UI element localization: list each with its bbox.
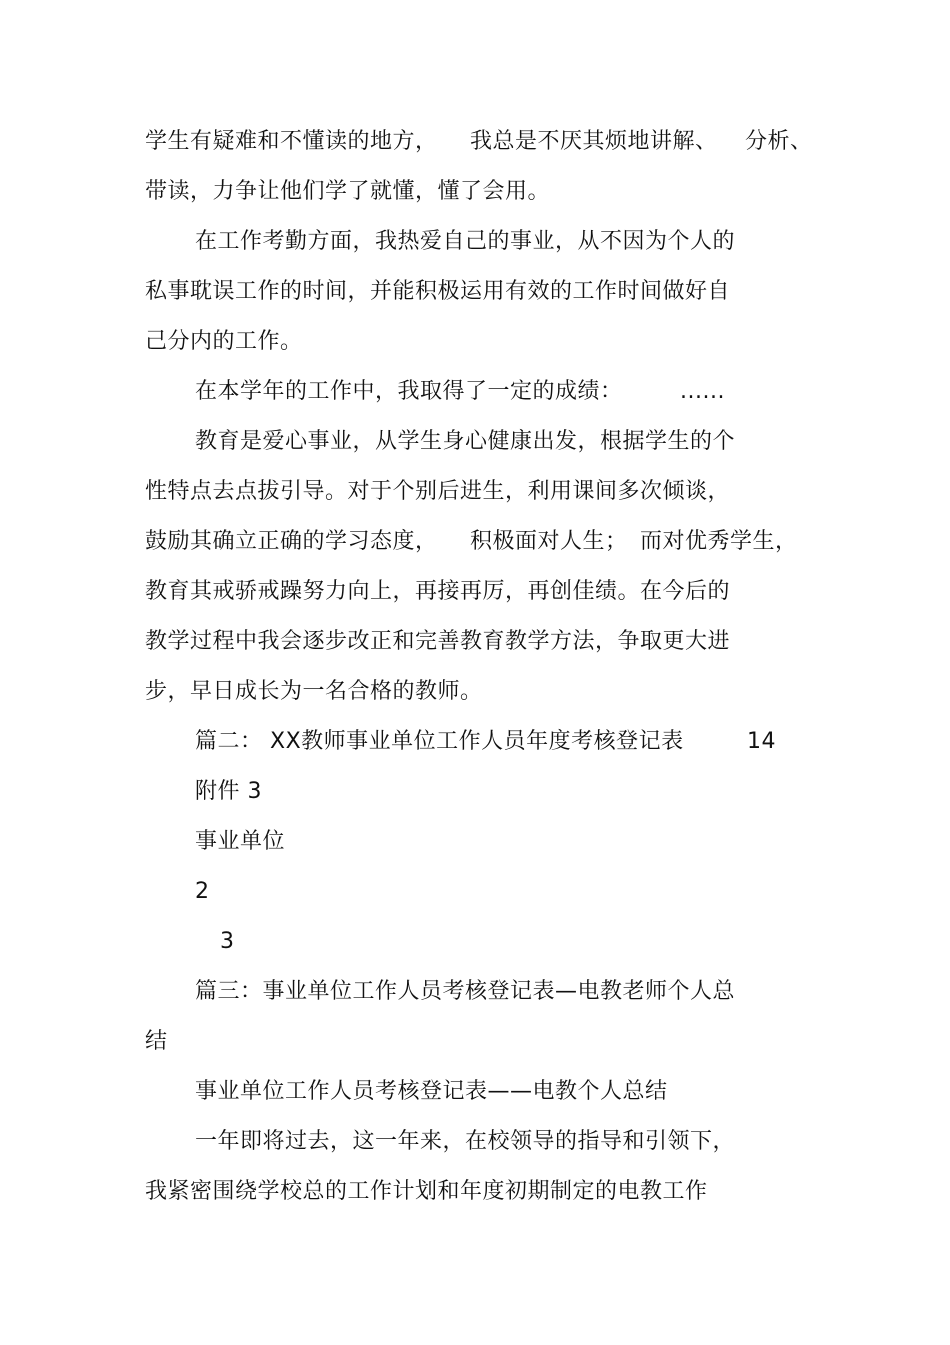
text-segment: 带读，力争让他们学了就懂，懂了会用。 <box>145 179 551 204</box>
text-segment: 我总是不厌其烦地讲解、 <box>470 129 718 154</box>
text-segment: 性特点去点拔引导。对于个别后进生，利用课间多次倾谈， <box>145 479 731 504</box>
text-segment: 我紧密围绕学校总的工作计划和年度初期制定的电教工作 <box>145 1179 708 1204</box>
text-segment: ...... <box>680 379 725 404</box>
text-segment: 2 <box>195 879 210 904</box>
text-segment: 结 <box>145 1029 168 1054</box>
text-segment: 一年即将过去，这一年来，在校领导的指导和引领下， <box>195 1129 736 1154</box>
text-segment: 分析、 <box>745 129 813 154</box>
text-segment: 附件 3 <box>195 779 262 804</box>
text-segment: 教学过程中我会逐步改正和完善教育教学方法，争取更大进 <box>145 629 731 654</box>
text-segment: 事业单位工作人员考核登记表——电教个人总结 <box>195 1079 668 1104</box>
text-segment: 积极面对人生； <box>470 529 628 554</box>
text-segment: 己分内的工作。 <box>145 329 303 354</box>
text-segment: 事业单位 <box>195 829 286 854</box>
text-segment: 教育是爱心事业，从学生身心健康出发，根据学生的个 <box>195 429 736 454</box>
text-segment: XX教师事业单位工作人员年度考核登记表 <box>270 729 684 754</box>
text-segment: 鼓励其确立正确的学习态度， <box>145 529 438 554</box>
text-segment: 而对优秀学生， <box>640 529 798 554</box>
text-segment: 教育其戒骄戒躁努力向上，再接再厉，再创佳绩。在今后的 <box>145 579 731 604</box>
text-segment: 步，早日成长为一名合格的教师。 <box>145 679 483 704</box>
text-segment: 私事耽误工作的时间，并能积极运用有效的工作时间做好自 <box>145 279 731 304</box>
text-segment: 篇三：事业单位工作人员考核登记表—电教老师个人总 <box>195 979 736 1004</box>
text-segment: 学生有疑难和不懂读的地方， <box>145 129 438 154</box>
text-segment: 3 <box>220 929 235 954</box>
text-segment: 篇二： <box>195 729 263 754</box>
text-segment: 14 <box>747 729 776 754</box>
text-segment: 在本学年的工作中，我取得了一定的成绩： <box>195 379 623 404</box>
text-segment: 在工作考勤方面，我热爱自己的事业，从不因为个人的 <box>195 229 736 254</box>
